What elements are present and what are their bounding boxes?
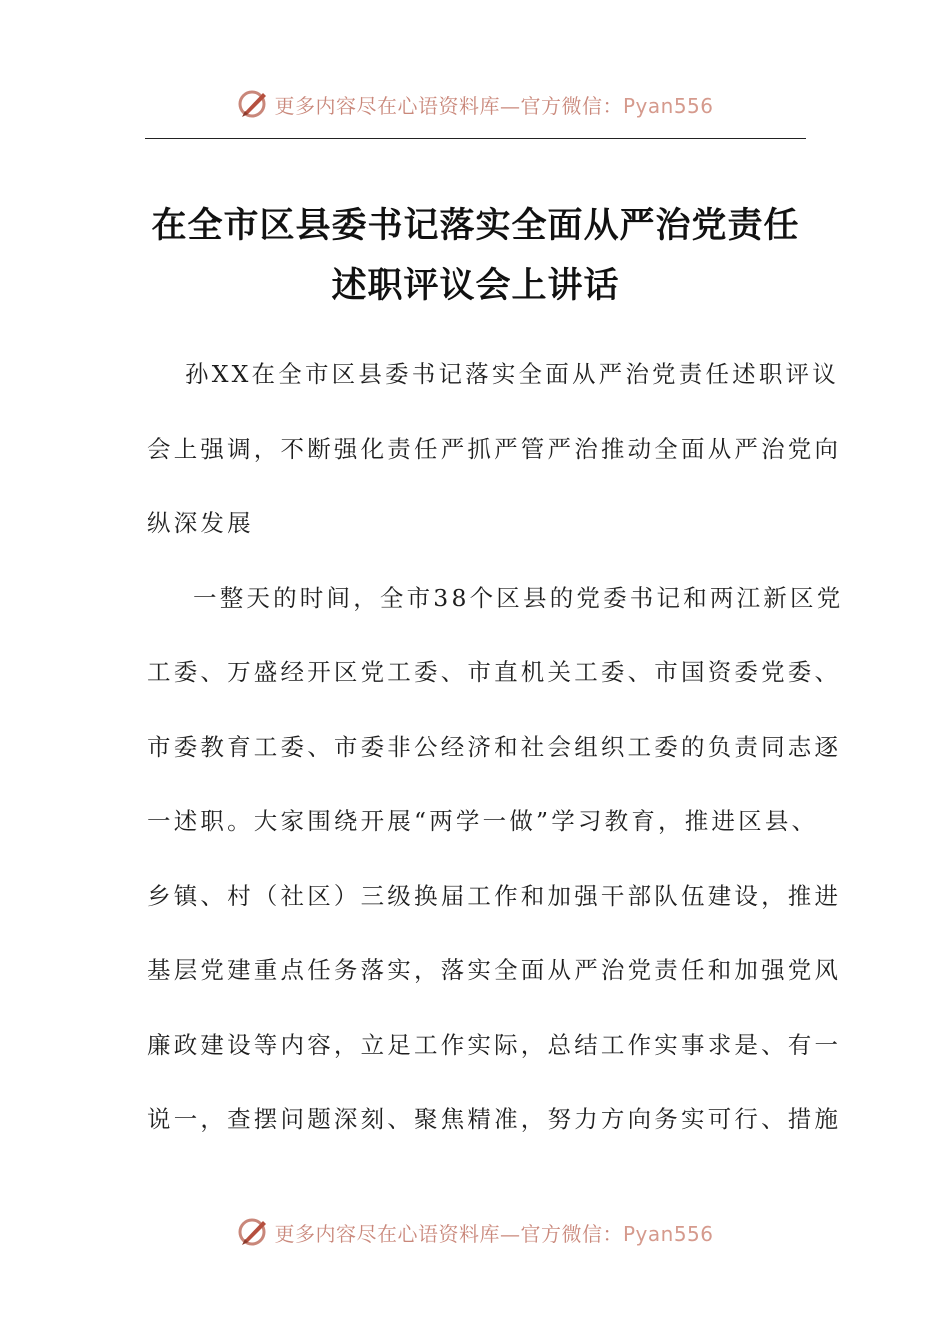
body-line: 廉政建设等内容，立足工作实际，总结工作实事求是、有一 [147, 1030, 842, 1059]
body-line: 会上强调，不断强化责任严抓严管严治推动全面从严治党向 [147, 434, 842, 463]
body-line: 说一，查摆问题深刻、聚焦精准，努力方向务实可行、措施 [147, 1105, 842, 1133]
body-line: 一述职。大家围绕开展“两学一做”学习教育，推进区县、 [147, 807, 819, 835]
quill-logo-icon [236, 1215, 270, 1249]
body-line: 一整天的时间，全市38个区县的党委书记和两江新区党 [193, 583, 844, 612]
header-banner [0, 84, 950, 124]
document-title [145, 196, 806, 316]
body-line: 市委教育工委、市委非公经济和社会组织工委的负责同志逐 [147, 732, 842, 761]
header-divider [145, 138, 806, 139]
footer-wechat-id: Pyan556 [622, 1221, 714, 1246]
body-line: 纵深发展 [147, 509, 254, 537]
body-line: 基层党建重点任务落实，落实全面从严治党责任和加强党风 [147, 956, 842, 984]
body-line: 工委、万盛经开区党工委、市直机关工委、市国资委党委、 [147, 658, 842, 686]
title-line-1: 在全市区县委书记落实全面从严治党责任 [151, 205, 800, 246]
body-line: 乡镇、村（社区）三级换届工作和加强干部队伍建设，推进 [147, 881, 842, 910]
header-wechat-id: Pyan556 [622, 93, 714, 118]
body-line: 孙XX在全市区县委书记落实全面从严治党责任述职评议 [185, 360, 839, 388]
document-body [147, 337, 844, 1157]
header-banner-text: 更多内容尽在心语资料库—官方微信：Pyan556 [274, 93, 714, 118]
title-line-2: 述职评议会上讲话 [331, 265, 620, 306]
footer-banner-text: 更多内容尽在心语资料库—官方微信：Pyan556 [274, 1221, 714, 1246]
footer-banner [0, 1212, 950, 1252]
quill-logo-icon [236, 87, 270, 121]
